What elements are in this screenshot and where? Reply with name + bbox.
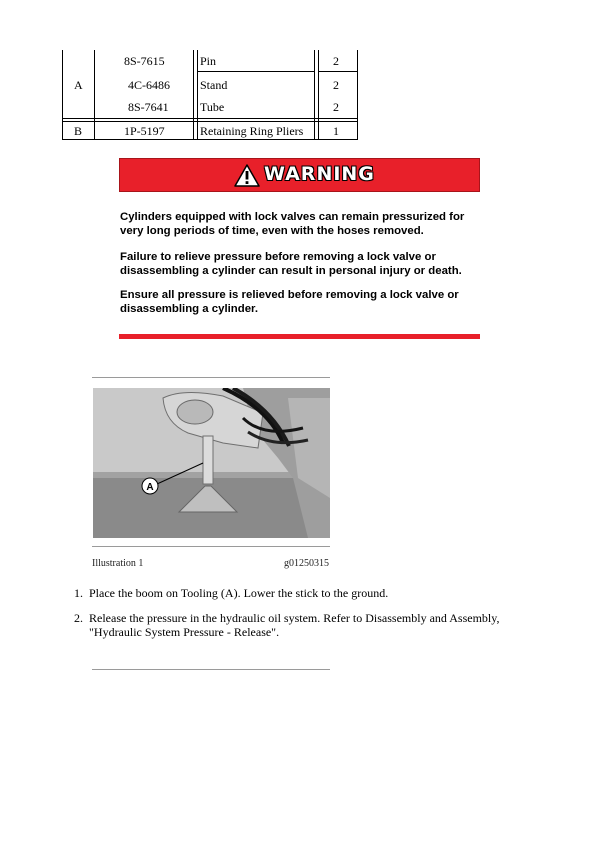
divider [92, 546, 330, 547]
part-name: Pin [200, 54, 217, 68]
part-number: 8S-7641 [128, 100, 169, 114]
callout-label: A [146, 482, 154, 493]
warning-title: WARNING [264, 163, 375, 185]
part-qty: 2 [333, 78, 339, 92]
tooling-table [62, 50, 358, 140]
step-text: Place the boom on Tooling (A). Lower the stick to the ground. [89, 586, 389, 600]
procedure-step [74, 586, 504, 600]
illustration-graphic-id: g01250315 [284, 558, 329, 569]
tool-letter-a: A [74, 78, 83, 92]
tool-letter-b: B [74, 124, 83, 138]
part-name: Stand [200, 78, 228, 92]
procedure-step [74, 611, 504, 639]
illustration-caption: Illustration 1 [92, 558, 144, 569]
part-qty: 2 [333, 54, 339, 68]
step-number: 2. [74, 611, 83, 625]
part-name: Retaining Ring Pliers [200, 124, 304, 138]
part-number: 8S-7615 [124, 54, 165, 68]
part-name: Tube [200, 100, 225, 114]
illustration-photo [93, 388, 330, 538]
warning-banner [119, 158, 480, 192]
divider [92, 669, 330, 670]
part-number: 4C-6486 [128, 78, 170, 92]
divider [92, 377, 330, 378]
step-text: Release the pressure in the hydraulic oil system. Refer to Disassembly and Assembly, "Hydraulic System Pressure - Release". [89, 611, 500, 639]
warning-paragraph: Failure to relieve pressure before removing a lock valve or disassembling a cylinder can result in personal injury or death. [120, 251, 462, 277]
part-qty: 2 [333, 100, 339, 114]
warning-paragraph: Ensure all pressure is relieved before removing a lock valve or disassembling a cylinder. [120, 289, 459, 315]
warning-bottom-bar [119, 334, 480, 339]
part-number: 1P-5197 [124, 124, 165, 138]
warning-paragraph: Cylinders equipped with lock valves can remain pressurized for very long periods of time, even with the hoses removed. [120, 211, 465, 237]
part-qty: 1 [333, 124, 339, 138]
step-number: 1. [74, 586, 83, 600]
warning-triangle-icon [234, 164, 260, 187]
